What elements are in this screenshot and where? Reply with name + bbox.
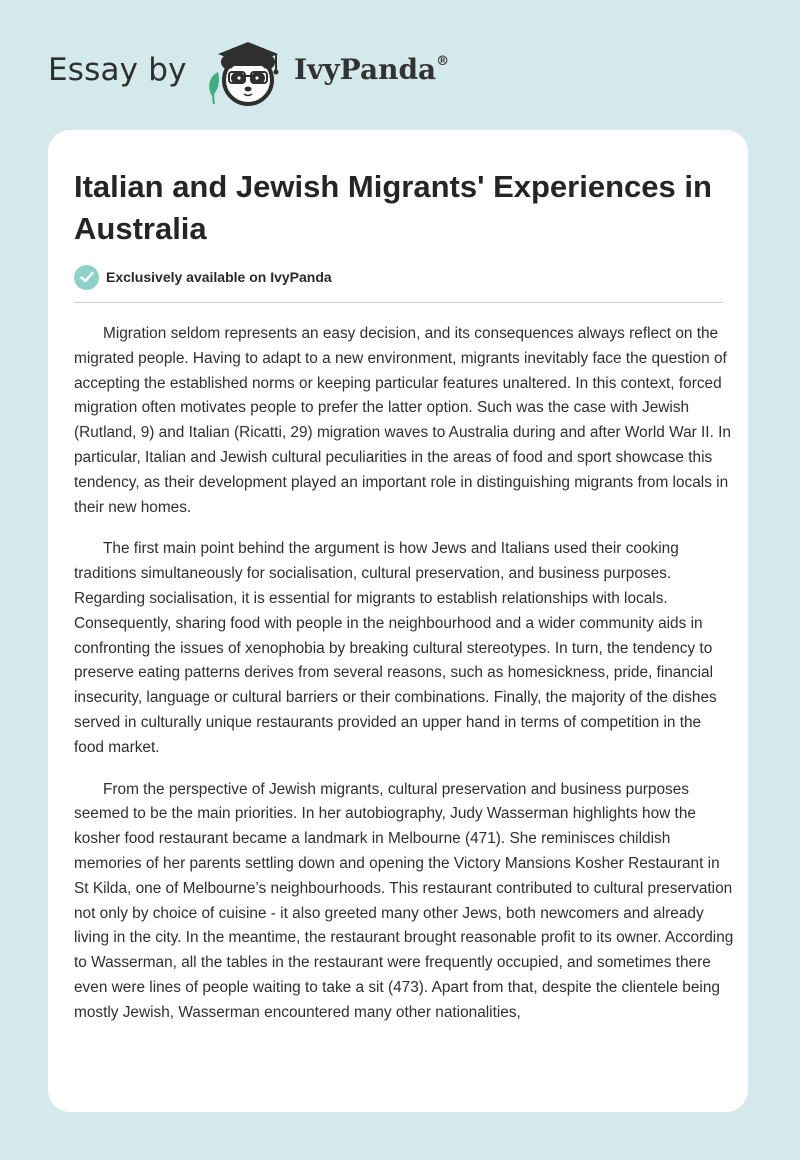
site-header xyxy=(48,36,548,116)
divider xyxy=(74,302,723,303)
essay-body xyxy=(74,322,734,1043)
essay-title: Italian and Jewish Migrants' Experiences in Australia xyxy=(74,169,712,246)
paragraph: Migration seldom represents an easy decision, and its consequences always reflect on the migrated people. Having to adapt to a new environment, migrants inevitably face the question of accepting the established norms or keeping particular features unaltered. In this context, forced migration often motivates people to prefer the latter option. Such was the case with Jewish (Rutland, 9) and Italian (Ricatti, 29) migration waves to Australia during and after World War II. In particular, Italian and Jewish cultural peculiarities in the areas of food and sport showcase this tendency, as their development played an important role in distinguishing migrants from locals in their new homes. xyxy=(74,325,731,516)
essay-card xyxy=(48,130,748,1112)
paragraph: From the perspective of Jewish migrants, cultural preservation and business purposes seemed to be the main priorities. In her autobiography, Judy Wasserman highlights how the kosher food restaurant became a landmark in Melbourne (471). She reminisces childish memories of her parents settling down and opening the Victory Mansions Kosher Restaurant in St Kilda, one of Melbourne’s neighbourhoods. This restaurant contributed to cultural preservation not only by choice of cuisine - it also greeted many other Jews, both newcomers and already living in the city. In the meantime, the restaurant brought reasonable profit to its owner. According to Wasserman, all the tables in the restaurant were frequently occupied, and sometimes there even were lines of people waiting to take a sit (473). Apart from that, despite the clientele being mostly Jewish, Wasserman encountered many other nationalities, xyxy=(74,780,734,1021)
paragraph: The first main point behind the argument is how Jews and Italians used their cooking traditions simultaneously for socialisation, cultural preservation, and business purposes. Regarding socialisation, it is essential for migrants to establish relationships with locals. Consequently, sharing food with people in the neighbourhood and a wider community aids in confronting the issues of xenophobia by breaking cultural stereotypes. In turn, the tendency to preserve eating patterns derives from several reasons, such as homesickness, pride, financial insecurity, language or cultural barriers or their combinations. Finally, the majority of the dishes served in culturally unique restaurants provided an upper hand in terms of competition in the food market. xyxy=(74,540,717,756)
essay-by-label: Essay by xyxy=(48,52,187,88)
exclusive-badge xyxy=(74,264,332,290)
registered-mark: ® xyxy=(436,53,450,69)
panda-graduate-icon[interactable] xyxy=(204,36,290,108)
exclusive-label: Exclusively available on IvyPanda xyxy=(106,269,332,285)
ivypanda-logo-text[interactable]: IvyPanda® xyxy=(294,53,450,86)
check-icon xyxy=(74,265,99,290)
